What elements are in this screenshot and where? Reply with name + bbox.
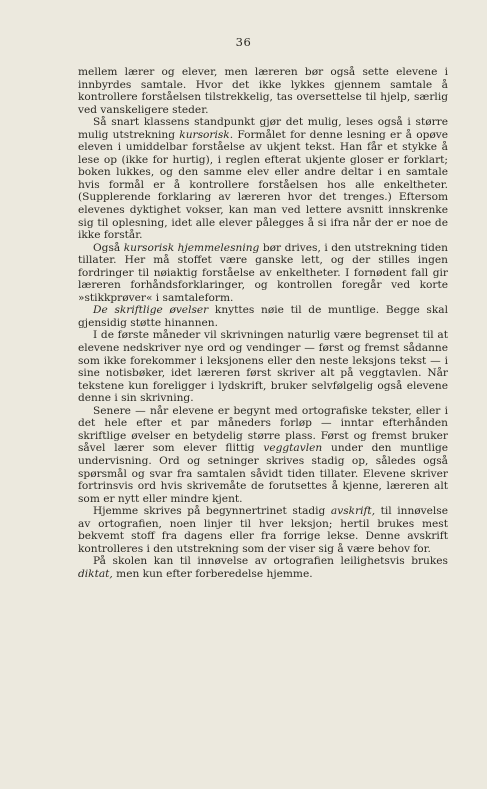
text-run: til innøvelse av ortografien, noen linjer til hver leksjon; hertil brukes mest bekvemt stoff fra dagens eller fra forrige lekse. Denne avskrift kontrolleres i den utstrekning som der viser sig å være behov for.: [78, 505, 448, 555]
text-run: Formålet for denne lesning er å opøve eleven i umiddelbar forståelse av ukjent tekst. Han får et stykke å lese op (ikke for hurtig), i reglen efterat ukjente gloser er forklart; boken lukkes, og den samme elev eller andre deltar i en samtale hvis formål er å kontrollere forståelsen hos alle enkeltheter. (Supplerende forklaring av læreren hvor det trenges.) Eftersom elevenes dyktighet vokser, kan man ved lettere avsnitt innskrenke sig til oplesning, idet alle elever pålegges å si ifra når der er noe de ikke forstår.: [78, 128, 448, 242]
paragraph: [78, 304, 448, 329]
text-run: Også: [93, 241, 124, 254]
paragraph: [78, 116, 448, 241]
text-run: bør drives, i den utstrekning tiden tillater. Her må stoffet være ganske lett, og der stilles ingen fordringer til nøiaktig forståelse av enkeltheter. I fornødent fall gir læreren forhåndsforklaringer, og kontrollen foregår ved korte »stikkprøver« i samtaleform.: [78, 241, 449, 304]
paragraph: [78, 242, 448, 305]
text-run: På skolen kan til innøvelse av ortografien leilighetsvis brukes: [93, 555, 448, 568]
paragraph: [78, 505, 448, 555]
text-run: Så snart klassens standpunkt gjør det mulig, leses også i større mulig utstrekning: [78, 116, 448, 141]
paragraph: [78, 329, 448, 404]
emphasis-text: kursorisk hjemmelesning: [123, 241, 260, 254]
paragraph: [78, 66, 448, 116]
text-run: I de første måneder vil skrivningen naturlig være begrenset til at elevene nedskriver nye ord og vendinger — først og fremst sådanne som ikke forekommer i leksjonens eller den neste leksjons tekst — i sine notisbøker, idet læreren først skriver alt på veggtavlen. Når tekstene kun foreligger i lydskrift, bruker selvfølgelig også elevene denne i sin skrivning.: [78, 329, 448, 405]
page-number: 36: [235, 35, 252, 49]
emphasis-text: kursorisk.: [179, 128, 234, 141]
text-run: under den muntlige undervisning. Ord og setninger skrives stadig op, således også spørsmål og svar fra samtalen såvidt tiden tillater. Elevene skriver fortrinsvis ord hvis skrivemåte de forutsettes å kjenne, læreren alt som er nytt eller mindre kjent.: [78, 442, 449, 505]
text-run: men kun efter forberedelse hjemme.: [112, 567, 313, 580]
paragraph: [78, 555, 448, 580]
text-run: Senere — når elevene er begynt med ortografiske tekster, eller i det hele efter et par måneders forløp — inntar efterhånden skriftlige øvelser en betydelig større plass. Først og fremst bruker såvel lærer som elever flittig: [78, 404, 448, 455]
emphasis-text: diktat,: [78, 567, 113, 580]
emphasis-text: veggtavlen: [263, 442, 323, 455]
emphasis-text: avskrift,: [330, 505, 376, 518]
text-run: mellem lærer og elever, men læreren bør også sette elevene i innbyrdes samtale. Hvor det ikke lykkes gjennem samtale å kontrollere forståelsen tilstrekkelig, tas oversettelse til hjelp, særlig ved vanskeligere steder.: [78, 66, 448, 116]
emphasis-text: De skriftlige øvelser: [93, 304, 209, 317]
text-run: Hjemme skrives på begynnertrinet stadig: [93, 505, 331, 518]
body-text: [78, 66, 448, 580]
paragraph: [78, 405, 448, 505]
text-run: knyttes nøie til de muntlige. Begge skal gjensidig støtte hinannen.: [78, 304, 448, 329]
